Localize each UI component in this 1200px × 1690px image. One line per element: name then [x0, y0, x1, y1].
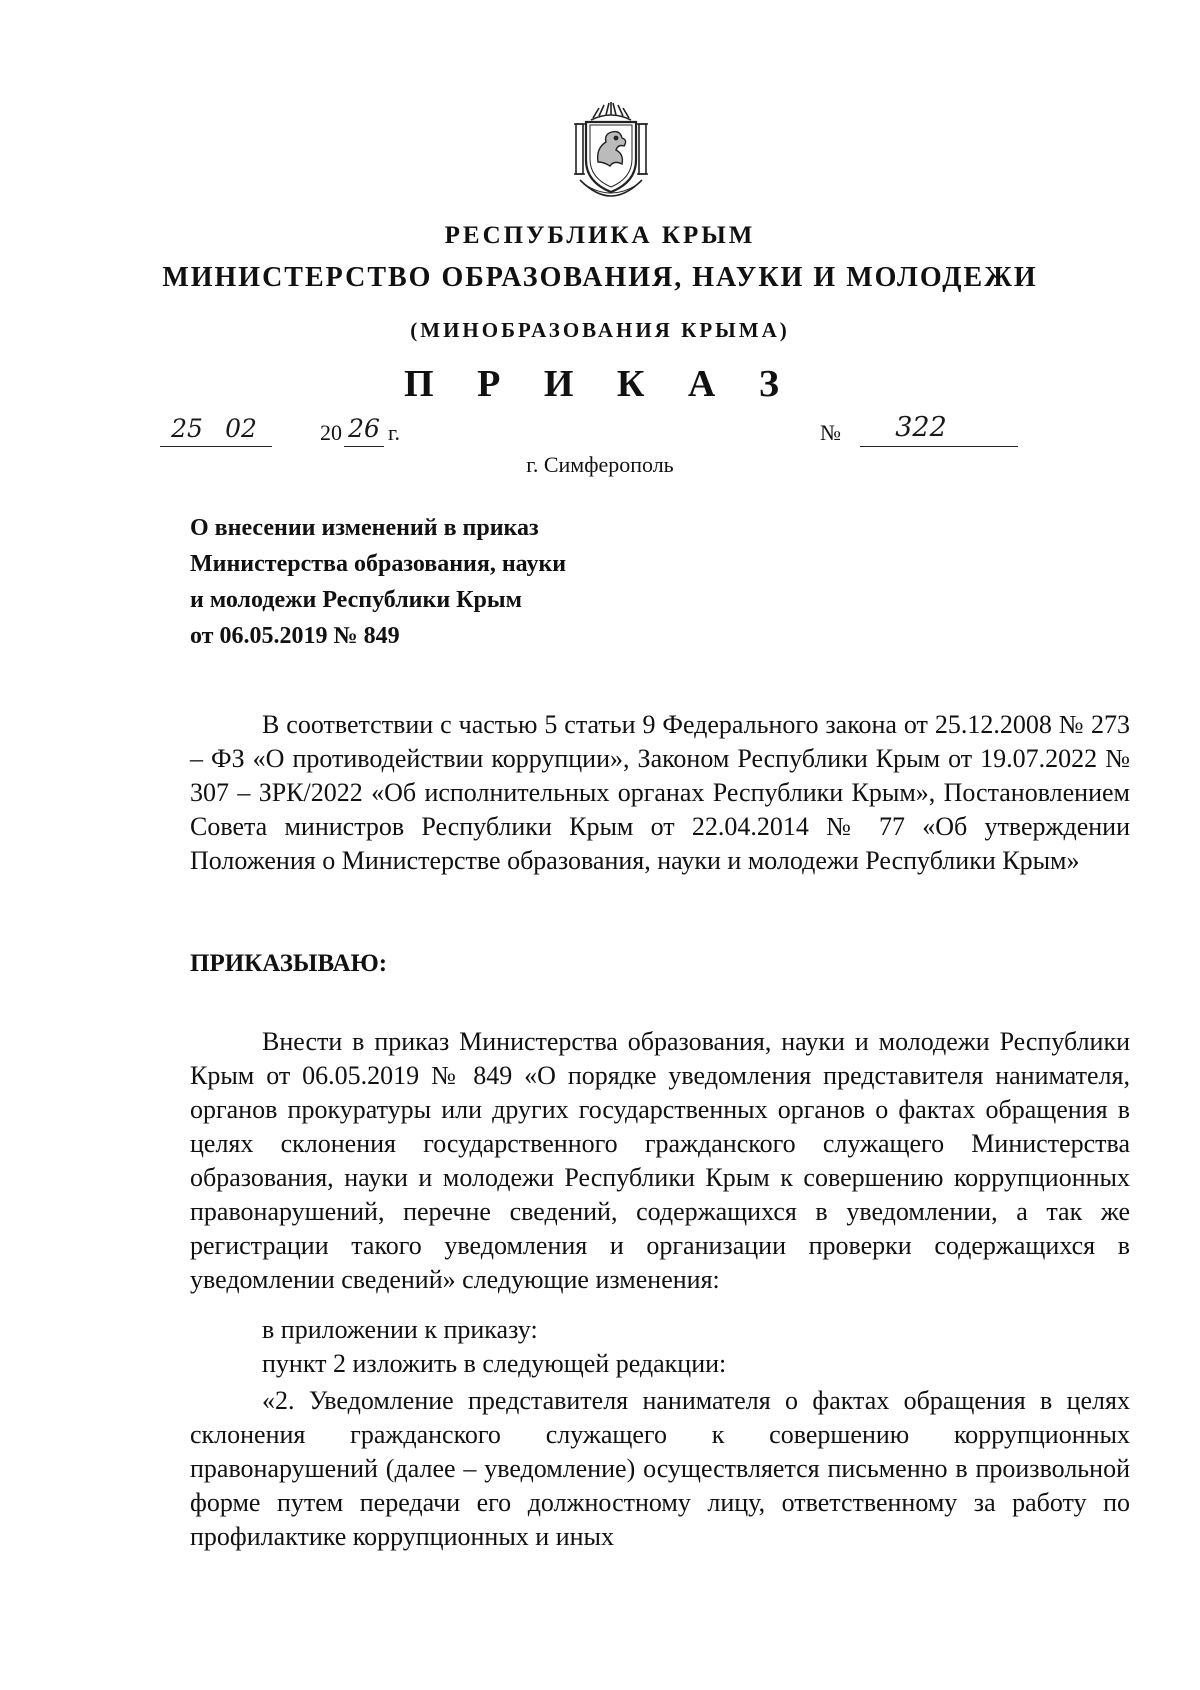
order-directive-heading: ПРИКАЗЫВАЮ:	[190, 950, 388, 977]
main-order-paragraph: Внести в приказ Министерства образования, науки и молодежи Республики Крым от 06.05.2019 № 849 «О порядке уведомления представителя нанимателя, органов прокуратуры или других государственных органов о фактах обращения в целях склонения государственного гражданского служащего Министерства образования, науки и молодежи Республики Крым к совершению коррупционных правонарушений, перечне сведений, содержащихся в уведомлении, а так же регистрации такого уведомления и организации проверки содержащихся в уведомлении сведений» следующие изменения:	[190, 1027, 1130, 1294]
year-suffix-handwritten: 26	[348, 414, 380, 443]
order-number	[820, 412, 1020, 452]
subject-line: от 06.05.2019 № 849	[190, 623, 400, 649]
subject-line: О внесении изменений в приказ	[190, 515, 539, 541]
subject-line: Министерства образования, науки	[190, 551, 567, 577]
date-day-handwritten: 25	[171, 414, 203, 443]
ministry-heading: МИНИСТЕРСТВО ОБРАЗОВАНИЯ, НАУКИ И МОЛОДЕЖИ	[162, 262, 1038, 293]
annex-line: в приложении к приказу:	[262, 1315, 538, 1344]
year-prefix: 20	[320, 420, 342, 445]
quoted-point-paragraph: «2. Уведомление представителя нанимателя о фактах обращения в целях склонения гражданского служащего к совершению коррупционных правонарушений (далее – уведомление) осуществляется письменно в произвольной форме путем передачи его должностному лицу, ответственному за работу по профилактике коррупционных и иных	[190, 1386, 1130, 1551]
number-underline	[860, 446, 1018, 447]
crimea-coat-of-arms-emblem	[566, 100, 656, 200]
date-month-handwritten: 02	[225, 414, 257, 443]
point-line: пункт 2 изложить в следующей редакции:	[262, 1349, 727, 1378]
year-label: г.	[388, 420, 401, 445]
city-line: г. Симферополь	[526, 452, 674, 477]
subject-line: и молодежи Республики Крым	[190, 587, 522, 613]
year-underline	[344, 446, 384, 447]
document-type-title: П Р И К А З	[404, 363, 796, 405]
preamble-paragraph: В соответствии с частью 5 статьи 9 Федерального закона от 25.12.2008 № 273 – ФЗ «О противодействии коррупции», Законом Республики Крым от 19.07.2022 № 307 – ЗРК/2022 «Об исполнительных органах Республики Крым», Постановлением Совета министров Республики Крым от 22.04.2014 № 77 «Об утверждении Положения о Министерстве образования, науки и молодежи Республики Крым»	[190, 710, 1130, 875]
order-number-handwritten: 322	[895, 412, 947, 443]
ministry-short-name: (МИНОБРАЗОВАНИЯ КРЫМА)	[410, 318, 790, 342]
order-subject	[190, 510, 710, 654]
republic-heading: РЕСПУБЛИКА КРЫМ	[444, 222, 756, 249]
number-sign: №	[820, 420, 841, 445]
date-underline	[160, 446, 272, 447]
order-date	[160, 414, 420, 452]
